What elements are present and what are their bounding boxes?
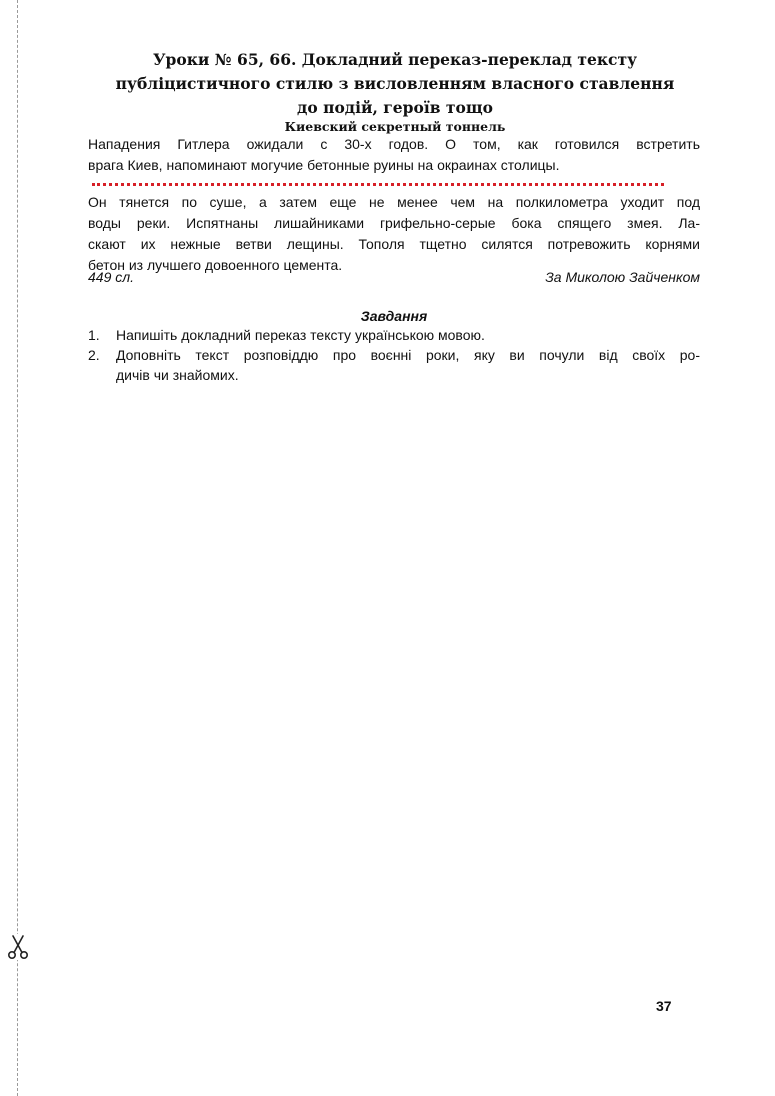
text-title: Киевский секретный тоннель: [284, 119, 506, 134]
task-number: 2.: [88, 347, 100, 363]
task-text: Напишіть докладний переказ тексту українською мовою.: [116, 327, 485, 343]
text-footer: [88, 267, 700, 288]
paragraph-line: [88, 134, 700, 155]
word-count: 449 сл.: [88, 269, 135, 285]
paragraph-line: скают их нежные ветви лещины. Тополя тщетно силятся потревожить корнями: [88, 236, 700, 252]
task-text: Доповніть текст розповіддю про воєнні роки, яку ви почули від своїх ро-: [116, 347, 700, 363]
lesson-title-line: публіцистичного стилю з висловленням власного ставлення: [115, 74, 675, 93]
paragraph-line: воды реки. Испятнаны лишайниками грифельно-серые бока спящего змея. Ла-: [88, 215, 700, 231]
source-attribution: За Миколою Зайченком: [545, 269, 700, 285]
paragraph-2: [88, 192, 700, 276]
paragraph-line: бетон из лучшего довоенного цемента.: [88, 257, 343, 273]
paragraph-1: [88, 134, 700, 176]
cut-line: [17, 0, 18, 1096]
lesson-title: [90, 48, 700, 120]
paragraph-line: Он тянется по суше, а затем еще не менее чем на полкилометра уходит под: [88, 194, 700, 210]
lesson-title-line: Уроки № 65, 66. Докладний переказ-переклад тексту: [152, 50, 638, 69]
page-number: 37: [656, 998, 672, 1014]
tasks-heading: Завдання: [360, 308, 428, 324]
task-item: [88, 325, 700, 345]
lesson-title-line: до подій, героїв тощо: [297, 98, 493, 117]
tasks-list: [88, 325, 700, 385]
paragraph-line: врага Киев, напоминают могучие бетонные руины на окраинах столицы.: [88, 157, 560, 173]
task-item: [88, 345, 700, 385]
task-number: 1.: [88, 327, 100, 343]
task-text: дичів чи знайомих.: [116, 367, 239, 383]
omission-dots: [92, 183, 664, 186]
scissors-icon: [6, 934, 30, 960]
paragraph-line-text: Нападения Гитлера ожидали с 30-х годов. О том, как готовился встретить: [88, 136, 700, 152]
